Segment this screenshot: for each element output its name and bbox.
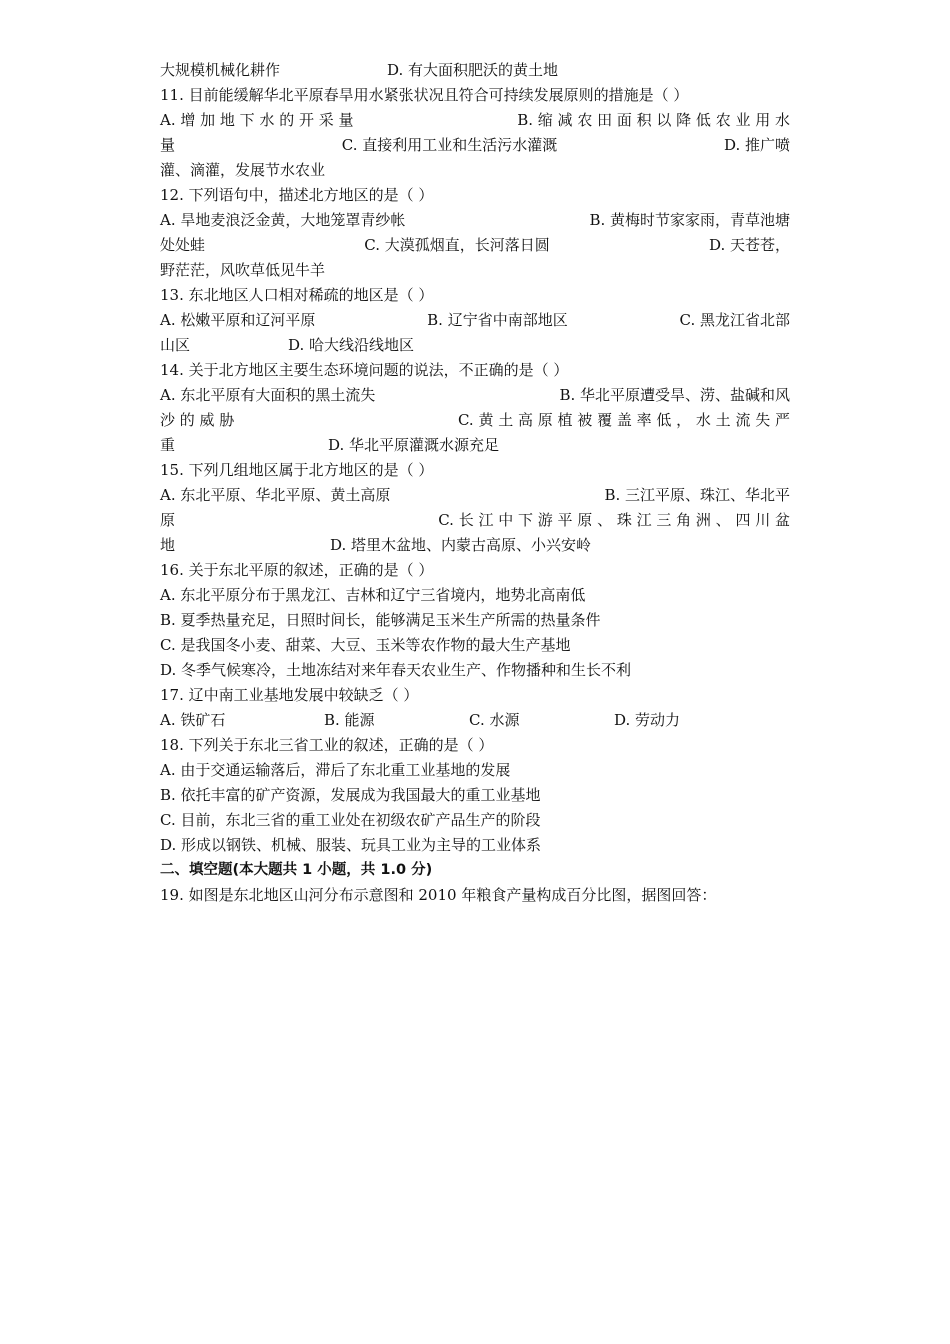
text-line	[160, 808, 790, 833]
text-line	[160, 233, 790, 258]
text-line	[160, 508, 790, 533]
question-13	[160, 283, 790, 308]
option-c: C. 是我国冬小麦、甜菜、大豆、玉米等农作物的最大生产基地	[160, 636, 571, 654]
text-line	[160, 608, 790, 633]
option-d: D. 哈大线沿线地区	[288, 336, 415, 354]
question-11	[160, 83, 790, 108]
option-d: D. 有大面积肥沃的黄土地	[387, 61, 559, 79]
option-d: D. 推广喷	[723, 136, 790, 154]
option-a: A. 东北平原有大面积的黑土流失	[160, 386, 376, 404]
question-16	[160, 558, 790, 583]
question-19	[160, 883, 790, 908]
option-a: A. 东北平原分布于黑龙江、吉林和辽宁三省境内，地势北高南低	[160, 586, 586, 604]
option-a: A. 由于交通运输落后，滞后了东北重工业基地的发展	[160, 761, 511, 779]
option-b: B. 辽宁省中南部地区	[427, 311, 568, 329]
section-title: 二、填空题(本大题共 1 小题，共 1.0 分)	[160, 862, 433, 878]
option-text: 大规模机械化耕作	[160, 61, 281, 79]
text-line	[160, 108, 790, 133]
option-b-continued: 原	[160, 511, 176, 529]
option-c-continued: 重	[160, 436, 176, 454]
question-stem: 19. 如图是东北地区山河分布示意图和 2010 年粮食产量构成百分比图，据图回答：	[160, 886, 717, 904]
text-line	[160, 433, 790, 458]
text-line	[160, 708, 790, 733]
text-line	[160, 633, 790, 658]
option-b: B. 缩 减 农 田 面 积 以 降 低 农 业 用 水	[517, 111, 790, 129]
question-stem: 15. 下列几组地区属于北方地区的是（ ）	[160, 461, 434, 479]
text-line	[160, 533, 790, 558]
question-14	[160, 358, 790, 383]
question-15	[160, 458, 790, 483]
option-c-continued: 地	[160, 536, 176, 554]
question-stem: 14. 关于北方地区主要生态环境问题的说法，不正确的是（ ）	[160, 361, 569, 379]
option-d: D. 形成以钢铁、机械、服装、玩具工业为主导的工业体系	[160, 836, 542, 854]
option-c: C. 水源	[469, 711, 520, 729]
option-b-continued: 处处蛙	[160, 236, 206, 254]
option-d: D. 劳动力	[614, 711, 681, 729]
option-c: C. 大漠孤烟直，长河落日圆	[364, 236, 550, 254]
option-b: B. 华北平原遭受旱、涝、盐碱和风	[559, 386, 790, 404]
option-d: D. 华北平原灌溉水源充足	[328, 436, 500, 454]
option-b: B. 依托丰富的矿产资源，发展成为我国最大的重工业基地	[160, 786, 541, 804]
text-line	[160, 258, 790, 283]
option-b: B. 三江平原、珠江、华北平	[604, 486, 790, 504]
option-c: C. 黄 土 高 原 植 被 覆 盖 率 低 ， 水 土 流 失 严	[457, 411, 790, 429]
question-stem: 13. 东北地区人口相对稀疏的地区是（ ）	[160, 286, 434, 304]
question-17	[160, 683, 790, 708]
question-stem: 17. 辽中南工业基地发展中较缺乏（ ）	[160, 686, 419, 704]
option-d-continued: 野茫茫，风吹草低见牛羊	[160, 261, 326, 279]
option-b: B. 夏季热量充足，日照时间长，能够满足玉米生产所需的热量条件	[160, 611, 601, 629]
text-line	[160, 58, 790, 83]
text-line	[160, 408, 790, 433]
option-c-continued: 山区	[160, 336, 191, 354]
option-a: A. 东北平原、华北平原、黄土高原	[160, 486, 391, 504]
option-b-continued: 沙 的 威 胁	[160, 411, 235, 429]
text-line	[160, 483, 790, 508]
text-line	[160, 833, 790, 858]
text-line	[160, 583, 790, 608]
option-a: A. 松嫩平原和辽河平原	[160, 311, 316, 329]
option-b: B. 能源	[324, 711, 375, 729]
section-heading	[160, 858, 790, 883]
question-stem: 16. 关于东北平原的叙述，正确的是（ ）	[160, 561, 434, 579]
text-line	[160, 158, 790, 183]
option-a: A. 旱地麦浪泛金黄，大地笼罩青纱帐	[160, 211, 406, 229]
text-line	[160, 308, 790, 333]
option-d-continued: 灌、滴灌，发展节水农业	[160, 161, 326, 179]
option-b: B. 黄梅时节家家雨，青草池塘	[589, 211, 790, 229]
question-stem: 11. 目前能缓解华北平原春旱用水紧张状况且符合可持续发展原则的措施是（ ）	[160, 86, 689, 104]
option-a: A. 铁矿石	[160, 711, 226, 729]
text-line	[160, 208, 790, 233]
text-line	[160, 783, 790, 808]
text-line	[160, 133, 790, 158]
text-line	[160, 333, 790, 358]
question-stem: 18. 下列关于东北三省工业的叙述，正确的是（ ）	[160, 736, 494, 754]
text-line	[160, 658, 790, 683]
option-d: D. 塔里木盆地、内蒙古高原、小兴安岭	[330, 536, 592, 554]
question-18	[160, 733, 790, 758]
document-page	[160, 58, 790, 908]
option-c: C. 长 江 中 下 游 平 原 、 珠 江 三 角 洲 、 四 川 盆	[438, 511, 790, 529]
question-12	[160, 183, 790, 208]
text-line	[160, 758, 790, 783]
option-b-continued: 量	[160, 136, 176, 154]
option-d: D. 冬季气候寒冷，土地冻结对来年春天农业生产、作物播种和生长不利	[160, 661, 632, 679]
option-a: A. 增 加 地 下 水 的 开 采 量	[160, 111, 354, 129]
option-c: C. 直接利用工业和生活污水灌溉	[341, 136, 558, 154]
option-d: D. 天苍苍，	[708, 236, 790, 254]
option-c: C. 黑龙江省北部	[679, 311, 790, 329]
question-stem: 12. 下列语句中，描述北方地区的是（ ）	[160, 186, 434, 204]
option-c: C. 目前，东北三省的重工业处在初级农矿产品生产的阶段	[160, 811, 541, 829]
text-line	[160, 383, 790, 408]
